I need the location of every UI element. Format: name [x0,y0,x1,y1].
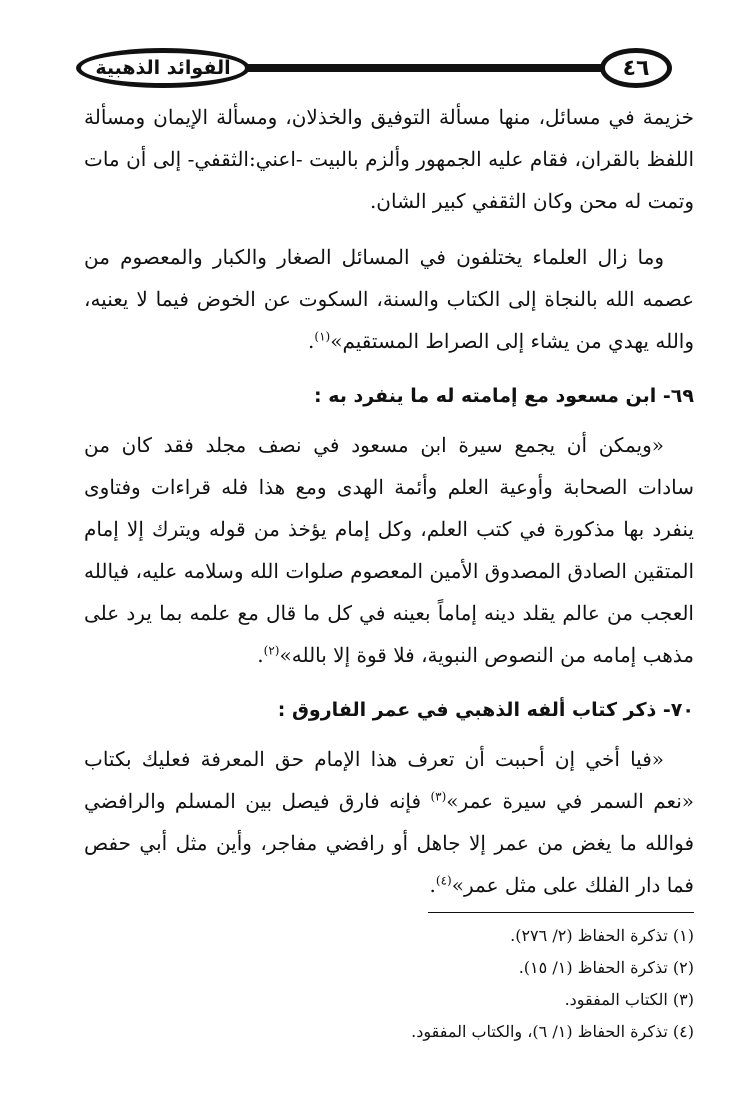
page-header [0,0,756,110]
text-line: إمامه من النصوص النبوية، فلا قوة إلا بالله» [279,643,637,667]
paragraph-2 [84,236,694,362]
text-line: الله بالنجاة إلى الكتاب والسنة، السكوت عن الخوض فيما لا يعنيه، والله [84,287,694,353]
text-line: خزيمة في مسائل، منها مسألة التوفيق والخذلان، ومسألة الإيمان ومسألة اللفظ [84,105,694,171]
text-line: يغض من عمر إلا جاهل أو رافضي مفاجر، وأين مثل أبي حفص فما دار [84,831,694,897]
section-heading-70: ٧٠- ذكر كتاب ألفه الذهبي في عمر الفاروق : [277,699,694,721]
text-line: الصادق المصدوق الأمين المعصوم صلوات الله وسلامه عليه، فيالله العجب [84,559,694,625]
text-line: «فيا أخي إن أحببت أن تعرف هذا الإمام حق المعرفة فعليك بكتاب «نعم [84,747,695,813]
text-line: الصحابة وأوعية العلم وأئمة الهدى ومع هذا فله قراءات وفتاوى ينفرد بها [84,475,694,541]
text-line: له محن وكان الثقفي كبير الشان. [369,189,642,213]
text-line: . [429,873,436,897]
footnote-3: (٣) الكتاب المفقود. [564,990,694,1009]
text-line: السمر في سيرة عمر» [446,789,644,813]
text-line: يهدي من يشاء إلى الصراط المستقيم» [330,329,649,353]
main-text [84,96,694,906]
page-number: ٤٦ [600,48,672,88]
footnote-1: (١) تذكرة الحفاظ (٢/ ٢٧٦). [510,926,694,945]
footnote-ref[interactable]: (٣) [430,789,447,804]
footnote-ref[interactable]: (٢) [263,643,280,658]
footnote-separator [428,912,694,913]
footnote-4: (٤) تذكرة الحفاظ (١/ ٦)، والكتاب المفقود. [411,1022,694,1041]
text-line: وما زال العلماء يختلفون في المسائل الصغار والكبار والمعصوم من عصمه [84,245,694,311]
text-line: . [257,643,264,667]
paragraph-3 [84,424,694,676]
text-line: فإنه فارق فيصل بين المسلم والرافضي فوالله ما [84,789,695,855]
text-line: بالقران، فقام عليه الجمهور وألزم بالبيت -اعني:الثقفي- إلى أن مات وتمت [84,147,694,213]
text-line: من عالم يقلد دينه إماماً بعينه في كل ما قال مع علمه بما يرد على مذهب [84,601,694,667]
footnotes [84,920,694,1048]
footnote-ref[interactable]: (١) [314,329,331,344]
text-line: . [308,329,315,353]
text-line: الفلك على مثل عمر» [451,873,630,897]
paragraph-1 [84,96,694,222]
footnote-ref[interactable]: (٤) [435,873,452,888]
book-title: الفوائد الذهبية [76,48,250,88]
text-line: «ويمكن أن يجمع سيرة ابن مسعود في نصف مجلد فقد كان من سادات [84,433,694,499]
paragraph-4 [84,738,694,906]
footnote-2: (٢) تذكرة الحفاظ (١/ ١٥). [518,958,694,977]
text-line: مذكورة في كتب العلم، وكل إمام يؤخذ من قوله ويترك إلا إمام المتقين [84,517,694,583]
section-heading-69: ٦٩- ابن مسعود مع إمامته له ما ينفرد به : [314,385,694,407]
header-rule [200,64,646,72]
